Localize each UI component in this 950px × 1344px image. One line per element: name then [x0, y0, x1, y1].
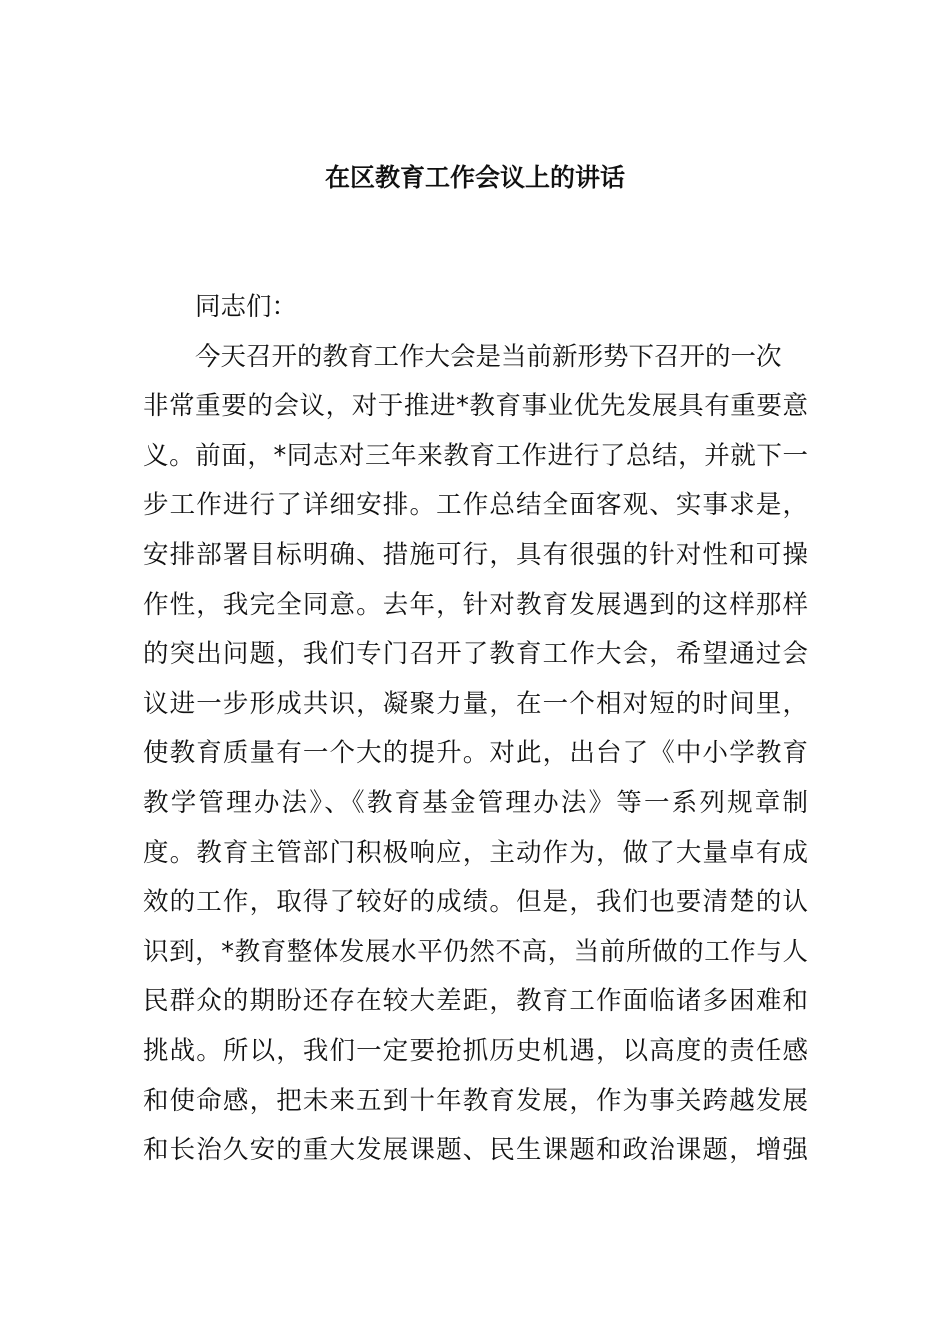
paragraph-line: 和使命感，把未来五到十年教育发展，作为事关跨越发展	[143, 1085, 808, 1116]
paragraph-line: 度。教育主管部门积极响应，主动作为，做了大量卓有成	[143, 837, 808, 868]
paragraph-line: 议进一步形成共识，凝聚力量，在一个相对短的时间里，	[143, 688, 808, 719]
paragraph-line: 使教育质量有一个大的提升。对此，出台了《中小学教育	[143, 738, 808, 769]
paragraph-line: 识到，*教育整体发展水平仍然不高，当前所做的工作与人	[143, 936, 808, 967]
paragraph-line: 的突出问题，我们专门召开了教育工作大会，希望通过会	[143, 639, 808, 670]
paragraph-line: 非常重要的会议，对于推进*教育事业优先发展具有重要意	[143, 391, 808, 422]
paragraph-line: 安排部署目标明确、措施可行，具有很强的针对性和可操	[143, 539, 808, 570]
paragraph-line: 步工作进行了详细安排。工作总结全面客观、实事求是，	[143, 490, 808, 521]
document-body	[143, 283, 808, 1176]
document-title: 在区教育工作会议上的讲话	[324, 163, 625, 192]
paragraph-line: 义。前面，*同志对三年来教育工作进行了总结，并就下一	[143, 440, 808, 471]
paragraph-line: 效的工作，取得了较好的成绩。但是，我们也要清楚的认	[143, 887, 808, 918]
paragraph-line: 民群众的期盼还存在较大差距，教育工作面临诸多困难和	[143, 986, 808, 1017]
paragraph-line: 今天召开的教育工作大会是当前新形势下召开的一次	[195, 341, 782, 372]
paragraph-line: 作性，我完全同意。去年，针对教育发展遇到的这样那样	[143, 589, 808, 620]
paragraph-line: 和长治久安的重大发展课题、民生课题和政治课题，增强	[143, 1135, 808, 1166]
paragraph-line: 挑战。所以，我们一定要抢抓历史机遇，以高度的责任感	[143, 1035, 808, 1066]
salutation-line: 同志们：	[195, 292, 298, 322]
paragraph-line: 教学管理办法》、《教育基金管理办法》等一系列规章制	[143, 787, 808, 818]
